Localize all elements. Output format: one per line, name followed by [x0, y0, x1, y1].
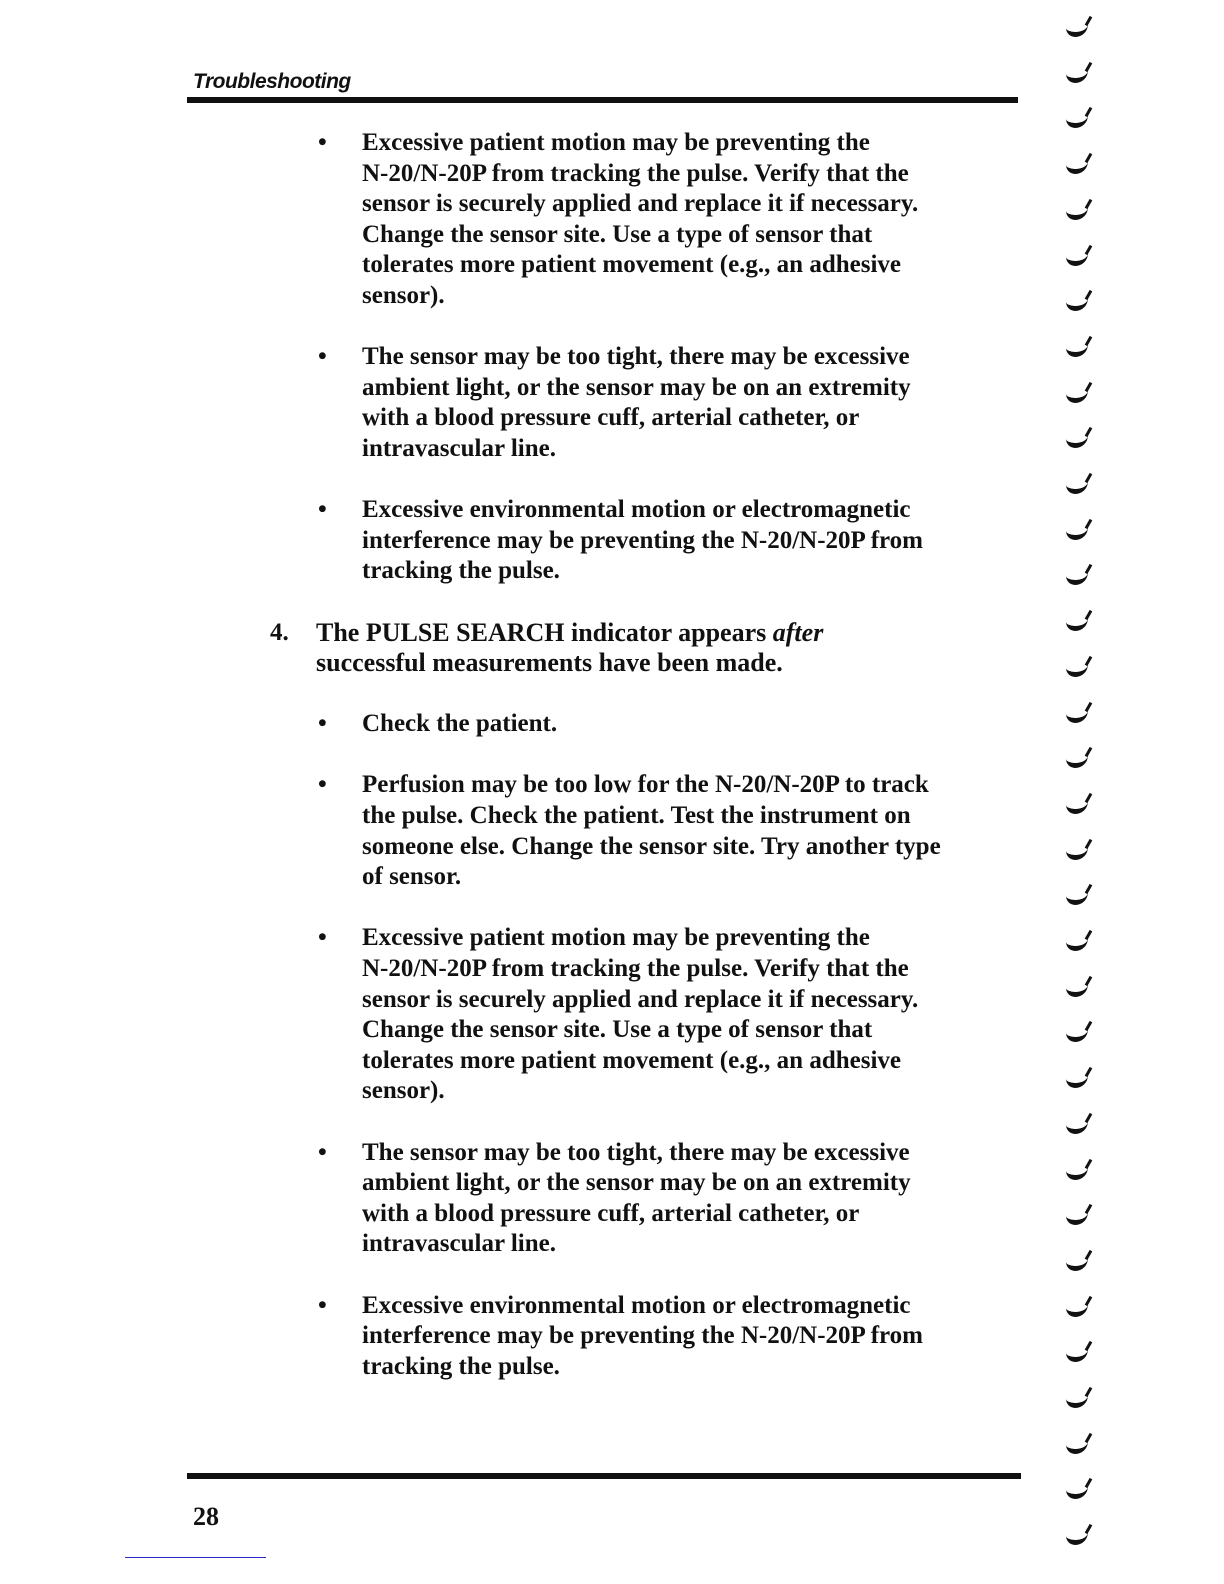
text-line: sensor is securely applied and replace it if necessary. [362, 985, 919, 1013]
binding-hole-icon [1066, 1530, 1088, 1545]
paragraph-text [362, 709, 1224, 740]
text-line: N-20/N-20P from tracking the pulse. Verify that the [362, 955, 909, 983]
text-line: someone else. Change the sensor site. Try another type [362, 832, 941, 860]
bullet-marker: • [318, 924, 327, 952]
bullet-marker: • [318, 496, 327, 524]
text-line: interference may be preventing the N-20/N-20P from [362, 526, 923, 554]
text-line: ambient light, or the sensor may be on an extremity [362, 373, 911, 401]
text-line: tolerates more patient movement (e.g., an adhesive [362, 1046, 902, 1074]
text-line: N-20/N-20P from tracking the pulse. Verify that the [362, 159, 909, 187]
section-header-title: Troubleshooting [193, 70, 351, 93]
text-line: Check the patient. [362, 710, 558, 738]
text-line: intravascular line. [362, 1230, 556, 1258]
text-line: The PULSE SEARCH indicator appears after [316, 617, 824, 647]
paragraph-text [362, 770, 1224, 892]
paragraph-text [362, 495, 1224, 587]
bullet-item [0, 709, 1224, 740]
bullet-marker: • [318, 343, 327, 371]
text-line: tolerates more patient movement (e.g., an adhesive [362, 251, 902, 279]
bullet-item [0, 342, 1224, 464]
text-line: Excessive environmental motion or electromagnetic [362, 1291, 911, 1319]
text-line: sensor). [362, 281, 445, 309]
text-line: Perfusion may be too low for the N-20/N-20P to track [362, 771, 929, 799]
bullet-item [0, 128, 1224, 312]
binding-hole-icon [1066, 22, 1088, 37]
bullet-item [0, 495, 1224, 587]
bullet-item [0, 1291, 1224, 1383]
text-line: of sensor. [362, 863, 462, 891]
text-line: with a blood pressure cuff, arterial catheter, or [362, 404, 860, 432]
paragraph-text [362, 128, 1224, 312]
text-line: tracking the pulse. [362, 1352, 560, 1380]
text-line: sensor). [362, 1077, 445, 1105]
bullet-marker: • [318, 710, 327, 738]
bullet-marker: • [318, 771, 327, 799]
text-line: Excessive patient motion may be preventing the [362, 924, 870, 952]
text-line: the pulse. Check the patient. Test the instrument on [362, 802, 911, 830]
text-line: tracking the pulse. [362, 557, 560, 585]
text-line: Excessive patient motion may be preventing the [362, 129, 870, 156]
bullet-marker: • [318, 1291, 327, 1319]
bullet-marker: • [318, 1138, 327, 1166]
binding-hole-icon [1066, 1484, 1088, 1499]
paragraph-text [362, 923, 1224, 1107]
text-line: with a blood pressure cuff, arterial catheter, or [362, 1199, 860, 1227]
text-line: ambient light, or the sensor may be on an extremity [362, 1169, 911, 1197]
bullet-item [0, 923, 1224, 1107]
text-line: successful measurements have been made. [316, 648, 783, 678]
paragraph-text [362, 1138, 1224, 1260]
footer-rule [187, 1473, 1021, 1479]
bullet-item [0, 1138, 1224, 1260]
page-number: 28 [193, 1502, 219, 1531]
text-line: The sensor may be too tight, there may be excessive [362, 1138, 910, 1166]
bullet-item [0, 770, 1224, 892]
binding-hole-icon [1066, 1439, 1088, 1454]
bullet-marker: • [318, 129, 327, 156]
scan-artifact-line [125, 1557, 266, 1558]
text-line: sensor is securely applied and replace it if necessary. [362, 190, 919, 218]
numbered-heading [0, 618, 1224, 679]
paragraph-text [362, 1291, 1224, 1383]
text-line: interference may be preventing the N-20/N-20P from [362, 1322, 923, 1350]
paragraph-text [316, 618, 1224, 679]
text-line: Excessive environmental motion or electromagnetic [362, 496, 911, 524]
text-line: Change the sensor site. Use a type of sensor that [362, 1016, 873, 1044]
paragraph-text [362, 342, 1224, 464]
binding-hole-icon [1066, 113, 1088, 128]
text-line: Change the sensor site. Use a type of sensor that [362, 220, 873, 248]
page-body [0, 128, 1224, 1413]
text-line: The sensor may be too tight, there may be excessive [362, 343, 910, 371]
binding-hole-icon [1066, 68, 1088, 83]
item-number: 4. [270, 618, 289, 646]
header-rule [187, 97, 1018, 103]
text-line: intravascular line. [362, 434, 556, 462]
